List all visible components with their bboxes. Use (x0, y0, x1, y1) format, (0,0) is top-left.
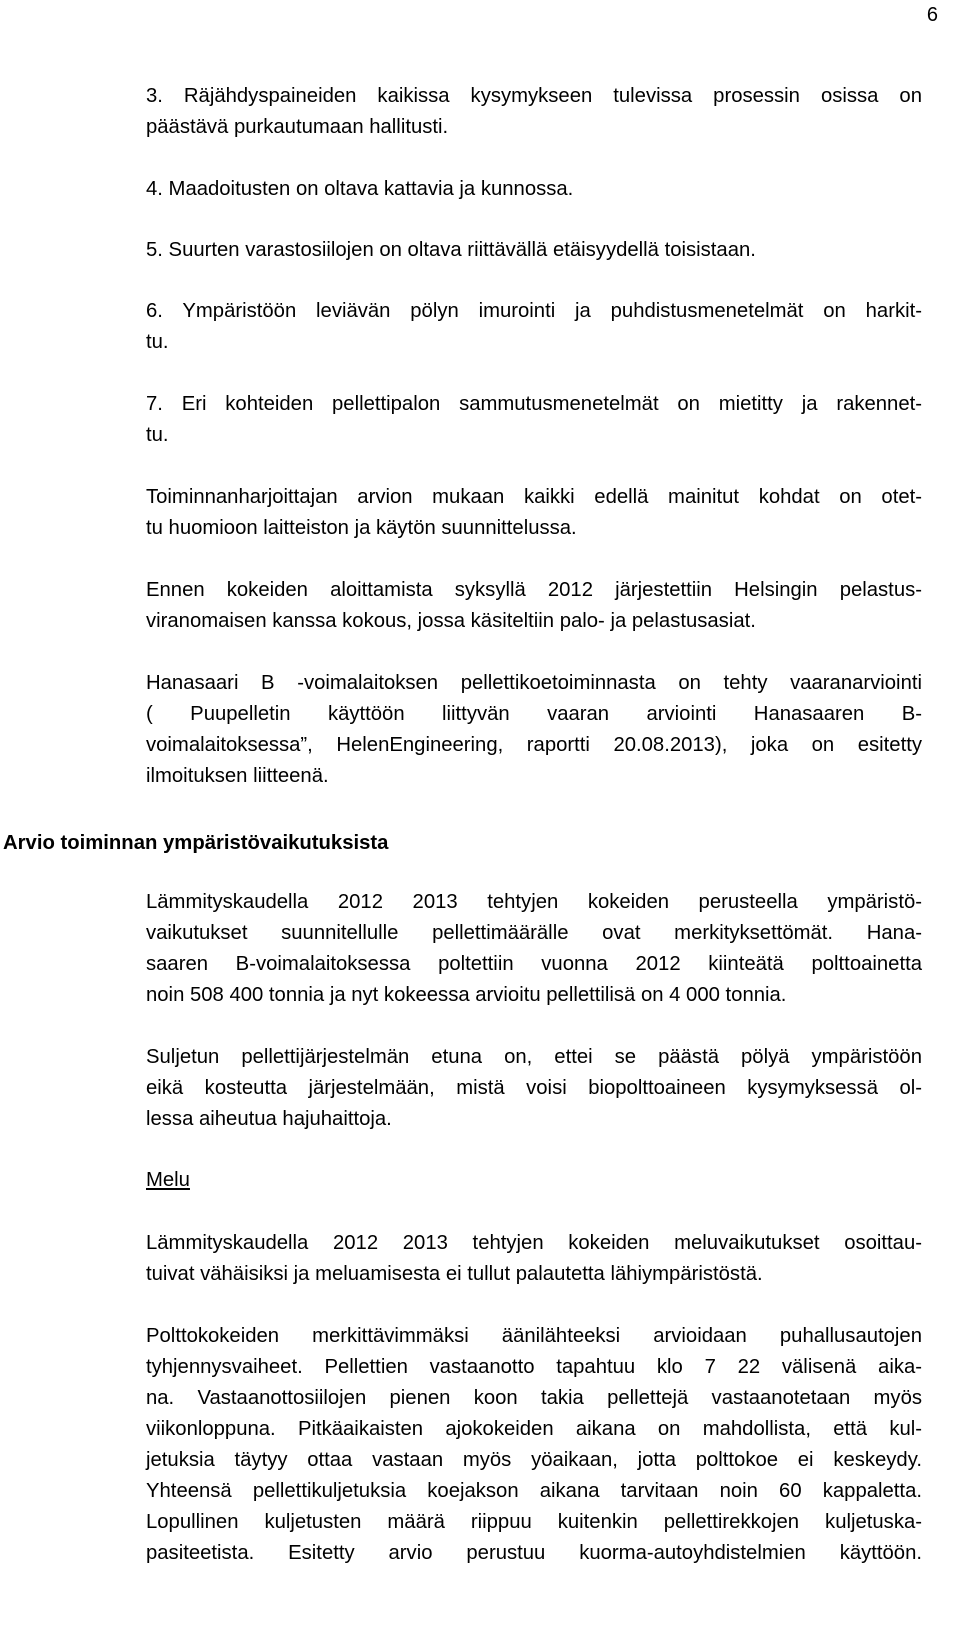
text-line: tu. (146, 331, 169, 353)
text-line: Yhteensä pellettikuljetuksia koejakson aikana tarvitaan noin 60 kappaletta. (146, 1480, 922, 1502)
list-item-5 (146, 235, 922, 266)
text-line: Lämmityskaudella 2012 2013 tehtyjen kokeiden meluvaikutukset osoittau- (146, 1232, 922, 1254)
text-line: noin 508 400 tonnia ja nyt kokeessa arvioitu pellettilisä on 4 000 tonnia. (146, 984, 787, 1006)
text-line: 7. Eri kohteiden pellettipalon sammutusmenetelmät on mietitty ja rakennet- (146, 393, 922, 415)
text-line: Lämmityskaudella 2012 2013 tehtyjen kokeiden perusteella ympäristö- (146, 891, 922, 913)
text-line: pasiteetista. Esitetty arvio perustuu kuorma-autoyhdistelmien käyttöön. (146, 1542, 922, 1564)
section-heading: Arvio toiminnan ympäristövaikutuksista (3, 832, 389, 854)
page-number: 6 (926, 4, 938, 26)
text-line: 6. Ympäristöön leviävän pölyn imurointi ja puhdistusmenetelmät on harkit- (146, 300, 922, 322)
paragraph-noise-impacts (146, 1228, 922, 1290)
text-line: eikä kosteutta järjestelmään, mistä voisi biopolttoaineen kysymyksessä ol- (146, 1077, 922, 1099)
text-line: viranomaisen kanssa kokous, jossa käsiteltiin palo- ja pelastusasiat. (146, 610, 756, 632)
text-line: ilmoituksen liitteenä. (146, 765, 329, 787)
subheading-noise: Melu (146, 1169, 190, 1191)
list-item-3 (146, 81, 922, 143)
text-line: 3. Räjähdyspaineiden kaikissa kysymykseen tulevissa prosessin osissa on (146, 85, 922, 107)
paragraph-operator-assessment (146, 482, 922, 544)
text-line: 4. Maadoitusten on oltava kattavia ja kunnossa. (146, 178, 574, 200)
text-line: jetuksia täytyy ottaa vastaan myös yöaikaan, jotta polttokoe ei keskeydy. (146, 1449, 922, 1471)
text-line: na. Vastaanottosiilojen pienen koon takia pellettejä vastaanotetaan myös (146, 1387, 922, 1409)
list-item-4 (146, 174, 922, 205)
text-line: saaren B-voimalaitoksessa poltettiin vuonna 2012 kiinteätä polttoainetta (146, 953, 922, 975)
text-line: tyhjennysvaiheet. Pellettien vastaanotto tapahtuu klo 7 22 välisenä aika- (146, 1356, 922, 1378)
text-line: viikonloppuna. Pitkäaikaisten ajokokeiden aikana on mahdollista, että kul- (146, 1418, 922, 1440)
text-line: Lopullinen kuljetusten määrä riippuu kuitenkin pellettirekkojen kuljetuska- (146, 1511, 922, 1533)
text-line: Ennen kokeiden aloittamista syksyllä 2012 järjestettiin Helsingin pelastus- (146, 579, 922, 601)
paragraph-rescue-meeting (146, 575, 922, 637)
text-line: tu. (146, 424, 169, 446)
paragraph-risk-assessment (146, 668, 922, 792)
paragraph-noise-sources (146, 1321, 922, 1569)
text-line: päästävä purkautumaan hallitusti. (146, 116, 449, 138)
text-line: Suljetun pellettijärjestelmän etuna on, ettei se päästä pölyä ympäristöön (146, 1046, 922, 1068)
text-line: Hanasaari B -voimalaitoksen pellettikoetoiminnasta on tehty vaaranarviointi (146, 672, 922, 694)
text-line: Toiminnanharjoittajan arvion mukaan kaikki edellä mainitut kohdat on otet- (146, 486, 922, 508)
text-line: tu huomioon laitteiston ja käytön suunnittelussa. (146, 517, 577, 539)
text-line: lessa aiheutua hajuhaittoja. (146, 1108, 392, 1130)
paragraph-closed-system (146, 1042, 922, 1135)
list-item-7 (146, 389, 922, 451)
text-line: vaikutukset suunnitellulle pellettimäärälle ovat merkityksettömät. Hana- (146, 922, 922, 944)
text-line: tuivat vähäisiksi ja meluamisesta ei tullut palautetta lähiympäristöstä. (146, 1263, 763, 1285)
list-item-6 (146, 296, 922, 358)
text-line: 5. Suurten varastosiilojen on oltava riittävällä etäisyydellä toisistaan. (146, 239, 756, 261)
paragraph-environmental-impacts (146, 887, 922, 1011)
text-line: Polttokokeiden merkittävimmäksi äänilähteeksi arvioidaan puhallusautojen (146, 1325, 922, 1347)
text-line: voimalaitoksessa”, HelenEngineering, raportti 20.08.2013), joka on esitetty (146, 734, 922, 756)
text-line: ( Puupelletin käyttöön liittyvän vaaran arviointi Hanasaaren B- (146, 703, 922, 725)
